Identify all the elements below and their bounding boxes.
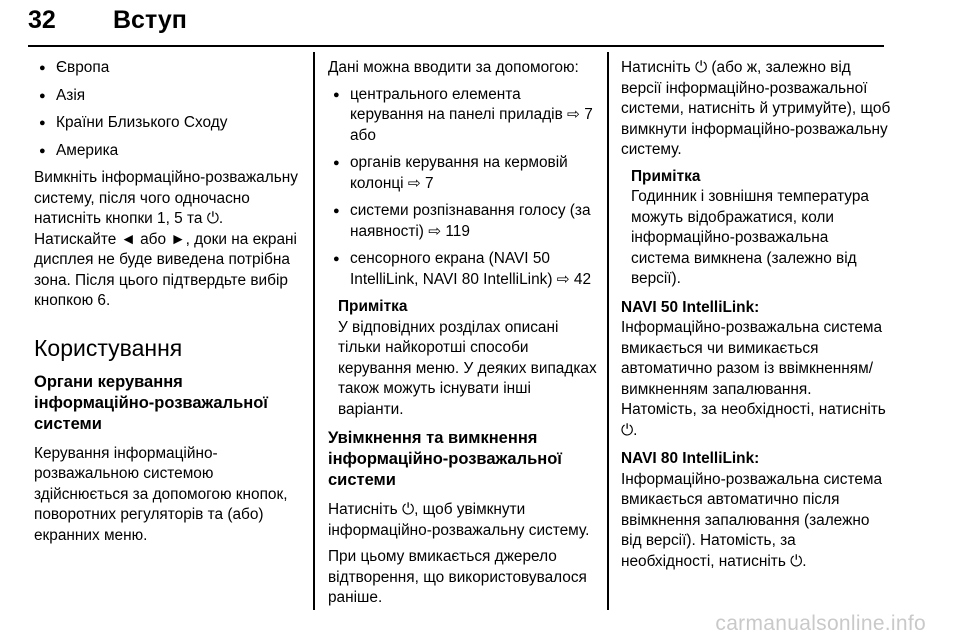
watermark: carmanualsonline.info (715, 612, 926, 635)
paragraph: Дані можна вводити за допомогою: (328, 59, 579, 76)
paragraph: Вимкніть інформаційно-розважальну систему, після чого одночасно натисніть кнопки 1, 5 та ⏻. Натискайте ◄ або ►, доки на екрані дисплея не буде виведена потрібна зона. Після цього підтвердьте вибір кнопкою 6. (34, 169, 298, 309)
column-divider (313, 52, 315, 610)
note-title: Примітка (631, 167, 701, 185)
navi50-heading: NAVI 50 IntelliLink: (621, 298, 760, 316)
column-divider (607, 52, 609, 610)
note-text: Годинник і зовнішня температура можуть відображатися, коли інформаційно-розважальна система вимкнена (залежно від версії). (631, 188, 869, 287)
list-item: ● Європа (34, 58, 304, 79)
note-text: У відповідних розділах описані тільки найкоротші способи керування меню. У деяких випадках також можуть існувати інші варіанти. (338, 318, 597, 418)
subsection-heading: Органи керування інформаційно-розважальної системи (34, 372, 268, 433)
paragraph: Натисніть ⏻ (або ж, залежно від версії інформаційно-розважальної системи, натисніть й утримуйте), щоб вимкнути інформаційно-розважальну систему. (621, 59, 891, 158)
column-2 (328, 58, 598, 615)
header-rule (28, 45, 884, 47)
paragraph: Інформаційно-розважальна система вмикається чи вимикається автоматично разом із ввімкненням/вимкненням запалювання. Натомість, за необхідності, натисніть ⏻. (621, 319, 886, 439)
list-item: ● центрального елемента керування на панелі приладів ⇨ 7 або (328, 85, 598, 147)
paragraph: Керування інформаційно-розважальною системою здійснюється за допомогою кнопок, поворотних регуляторів та (або) екранних меню. (34, 444, 288, 544)
subsection-heading: Увімкнення та вимкнення інформаційно-розважальної системи (328, 429, 562, 489)
paragraph: Натисніть ⏻, щоб увімкнути інформаційно-розважальну систему. (328, 501, 590, 539)
navi80-heading: NAVI 80 IntelliLink: (621, 450, 760, 467)
list-item: ● Америка (34, 141, 304, 162)
list-item: ● системи розпізнавання голосу (за наявності) ⇨ 119 (328, 201, 598, 242)
note (621, 167, 891, 290)
paragraph: При цьому вмикається джерело відтворення, що використовувалося раніше. (328, 548, 587, 606)
list-item: ● органів керування на кермовій колонці ⇨ 7 (328, 153, 598, 194)
note-title: Примітка (338, 298, 408, 315)
paragraph: Інформаційно-розважальна система вмикається автоматично після ввімкнення запалювання (залежно від версії). Натомість, за необхідності, натисніть ⏻. (621, 470, 883, 570)
page-header (28, 6, 932, 46)
page-number: 32 (28, 6, 56, 34)
list-item: ● сенсорного екрана (NAVI 50 IntelliLink, NAVI 80 IntelliLink) ⇨ 42 (328, 249, 598, 290)
page-title: Вступ (113, 6, 187, 34)
list-item: ● Азія (34, 86, 304, 107)
list-item: ● Країни Близького Сходу (34, 113, 304, 134)
column-3 (621, 58, 891, 578)
section-heading: Користування (34, 334, 183, 361)
note (328, 297, 598, 420)
column-1 (34, 58, 304, 552)
